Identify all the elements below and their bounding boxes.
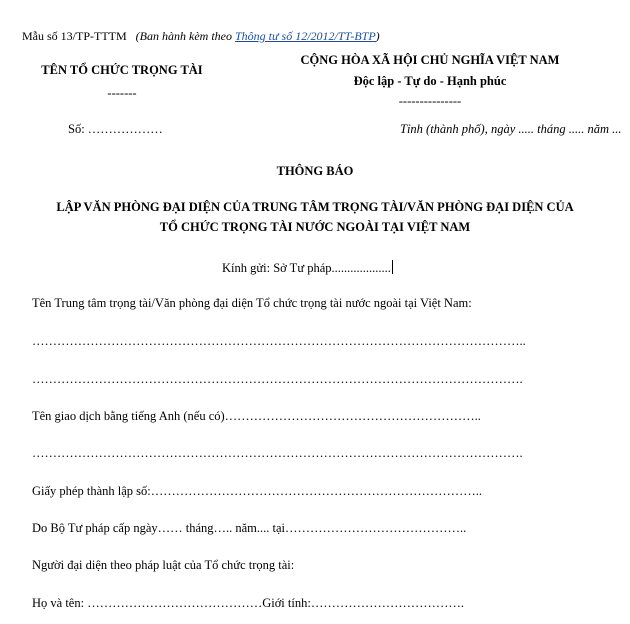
english-name-field: Tên giao dịch bằng tiếng Anh (nếu có)…………………………………………………….. — [32, 409, 481, 423]
nation-title: CỘNG HÒA XÃ HỘI CHỦ NGHĨA VIỆT NAM — [300, 53, 560, 67]
subject-line-2: TỔ CHỨC TRỌNG TÀI NƯỚC NGOÀI TẠI VIỆT NAM — [159, 220, 471, 234]
legal-rep-label: Người đại diện theo pháp luật của Tổ chức trọng tài: — [32, 558, 295, 572]
issued-prefix: (Ban hành kèm theo — [135, 29, 235, 43]
text-cursor — [392, 260, 393, 274]
form-code-line — [22, 29, 380, 44]
dots-line-2: ………………………………………………………………………………………………………. — [32, 372, 523, 386]
center-name-label: Tên Trung tâm trọng tài/Văn phòng đại diện Tổ chức trọng tài nước ngoài tại Việt Nam: — [32, 296, 472, 310]
dots-line-1: ……………………………………………………………………………………………………….. — [32, 334, 526, 348]
circular-link[interactable]: Thông tư số 12/2012/TT-BTP — [234, 29, 376, 43]
place-date: Tỉnh (thành phố), ngày ..... tháng ..... năm ... — [400, 122, 622, 136]
nation-dash: --------------- — [398, 94, 462, 108]
org-dash: ------- — [107, 86, 137, 100]
doc-type: THÔNG BÁO — [276, 164, 354, 178]
license-number-field: Giấy phép thành lập số:…………………………………………………………………….. — [32, 484, 482, 498]
nation-motto: Độc lập - Tự do - Hạnh phúc — [353, 74, 507, 88]
doc-number: Số: ……………… — [68, 122, 163, 136]
issued-suffix: ) — [375, 29, 380, 43]
subject-line-1: LẬP VĂN PHÒNG ĐẠI DIỆN CỦA TRUNG TÂM TRỌNG TÀI/VĂN PHÒNG ĐẠI DIỆN CỦA — [56, 200, 574, 214]
recipient-line[interactable] — [222, 260, 393, 276]
form-code: Mẫu số 13/TP-TTTM — [22, 29, 127, 43]
org-name: TÊN TỔ CHỨC TRỌNG TÀI — [41, 63, 203, 77]
dots-line-3: ………………………………………………………………………………………………………. — [32, 446, 523, 460]
recipient: Kính gửi: Sở Tư pháp................... — [222, 261, 391, 275]
issued-by-field: Do Bộ Tư pháp cấp ngày…… tháng….. năm.... tại…………………………………….. — [32, 521, 467, 535]
full-name-field: Họ và tên: ……………………………………Giới tính:………………………………. — [32, 596, 464, 610]
